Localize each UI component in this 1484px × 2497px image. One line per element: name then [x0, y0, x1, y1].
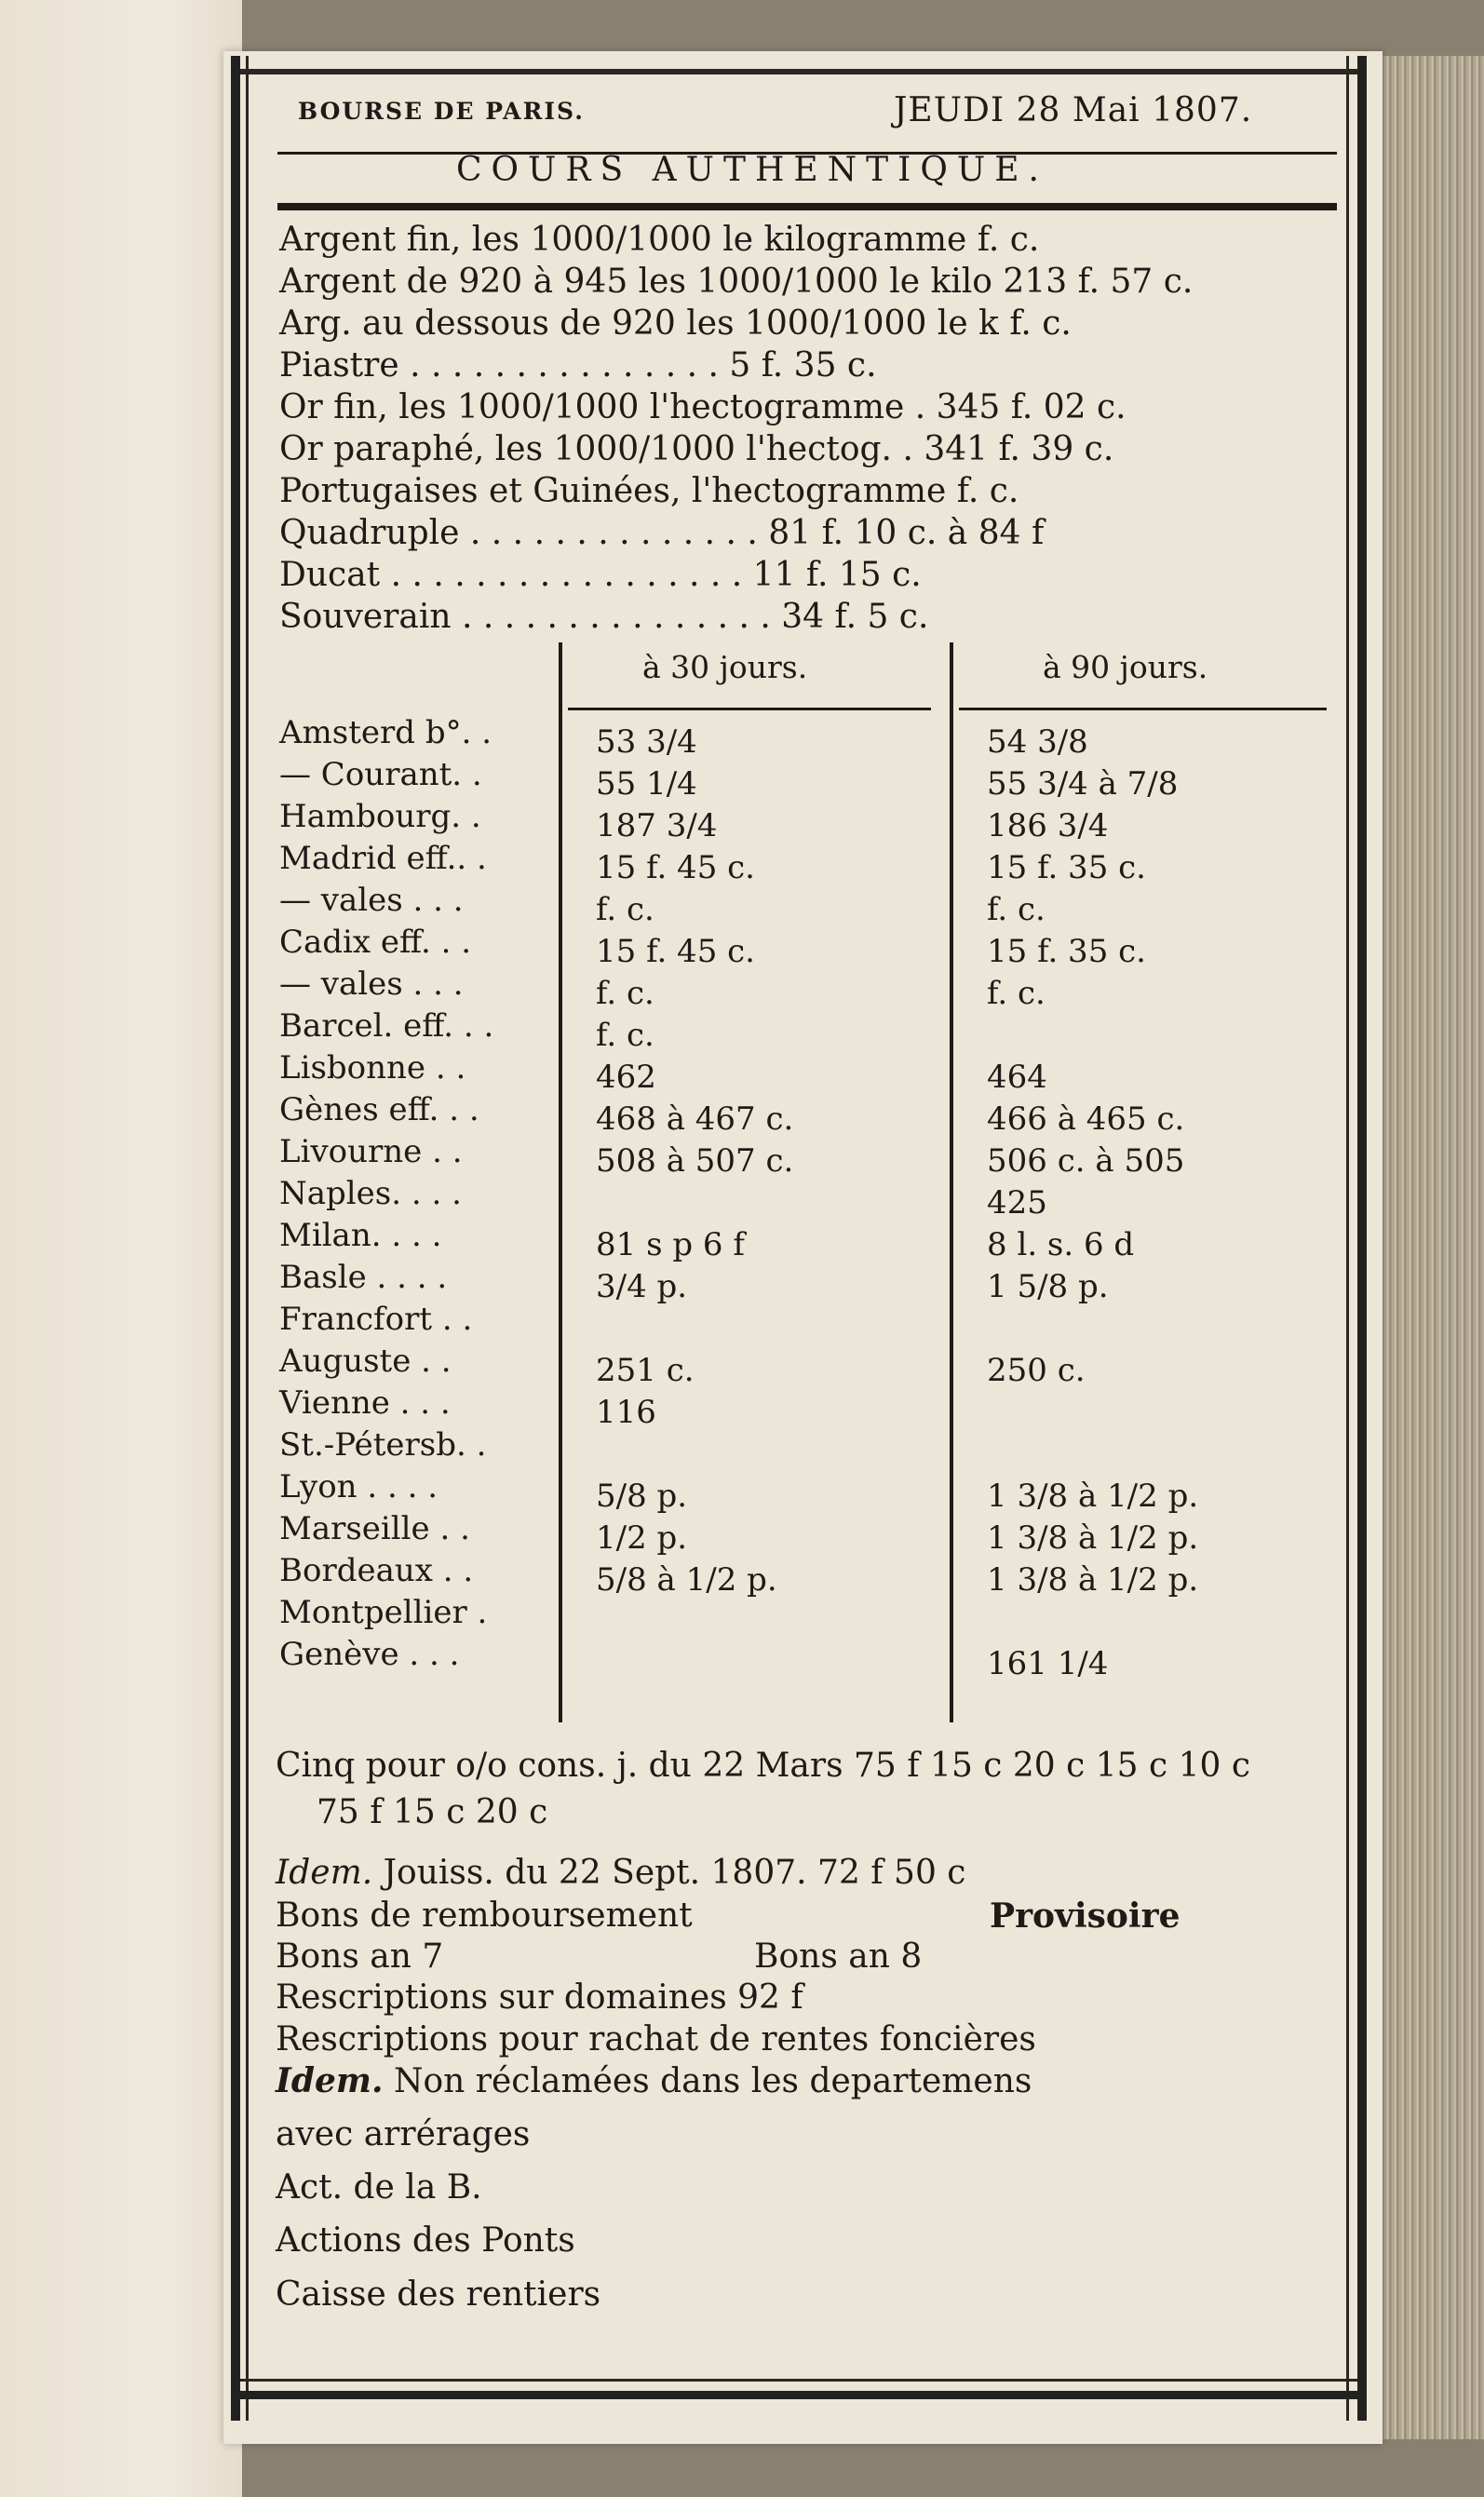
- exchange-place: St.-Pétersb. .: [279, 1426, 487, 1464]
- metal-line: Argent de 920 à 945 les 1000/1000 le kilo 213 f. 57 c.: [279, 263, 1194, 301]
- exchange-place: Amsterd b°. .: [279, 714, 492, 751]
- rate-90: 55 3/4 à 7/8: [987, 765, 1179, 803]
- rate-90: 54 3/8: [987, 723, 1088, 761]
- exchange-place: Madrid eff.. .: [279, 840, 487, 877]
- exchange-places: [279, 712, 493, 1676]
- exchange-place: Vienne . . .: [279, 1384, 451, 1422]
- funds-line: Act. de la B.: [276, 2168, 482, 2207]
- rate-30: 468 à 467 c.: [596, 1100, 794, 1138]
- funds-line: Bons an 7: [276, 1937, 444, 1976]
- exchange-place: Lyon . . . .: [279, 1468, 438, 1505]
- idem-label: Idem.: [276, 2061, 384, 2100]
- header-date: JEUDI 28 Mai 1807.: [894, 91, 1253, 129]
- idem-text: Jouiss. du 22 Sept. 1807. 72 f 50 c: [372, 1854, 966, 1892]
- exchange-place: — vales . . .: [279, 965, 464, 1003]
- funds-line-idem: [276, 1853, 965, 1894]
- rate-30: 81 s p 6 f: [596, 1226, 745, 1263]
- rate-90: 1 3/8 à 1/2 p.: [987, 1519, 1199, 1557]
- rate-90: 506 c. à 505: [987, 1142, 1185, 1180]
- page-border-left-inner: [246, 56, 249, 2421]
- exchange-place: — Courant. .: [279, 756, 482, 793]
- exchange-place: Genève . . .: [279, 1636, 460, 1673]
- rate-90: 250 c.: [987, 1352, 1086, 1389]
- page-border-left: [231, 56, 240, 2421]
- rate-90: 464: [987, 1059, 1047, 1096]
- rate-90: 1 5/8 p.: [987, 1268, 1109, 1305]
- rate-30: f. c.: [596, 891, 654, 928]
- funds-line: Bons an 8: [754, 1937, 923, 1976]
- metal-line: Or fin, les 1000/1000 l'hectogramme . 345 f. 02 c.: [279, 388, 1126, 426]
- rate-30: [596, 1643, 793, 1685]
- exchange-place: Bordeaux . .: [279, 1552, 474, 1589]
- rate-30: 5/8 p.: [596, 1478, 688, 1515]
- exchange-place: Lisbonne . .: [279, 1049, 466, 1087]
- rate-30: 3/4 p.: [596, 1268, 688, 1305]
- rate-90: 425: [987, 1184, 1047, 1222]
- rate-90: 1 3/8 à 1/2 p.: [987, 1478, 1199, 1515]
- rate-90: 186 3/4: [987, 807, 1109, 844]
- exchange-place: Milan. . . .: [279, 1217, 442, 1254]
- metal-line: Or paraphé, les 1000/1000 l'hectog. . 341 f. 39 c.: [279, 430, 1114, 468]
- rate-30: [596, 1601, 793, 1643]
- exchange-place: Montpellier .: [279, 1594, 488, 1631]
- column-divider-30: [559, 642, 562, 1722]
- rate-30: [596, 1434, 793, 1476]
- rate-90: f. c.: [987, 891, 1046, 928]
- header-bourse: BOURSE DE PARIS.: [298, 98, 585, 125]
- exchange-place: Livourne . .: [279, 1133, 463, 1170]
- rate-90: 466 à 465 c.: [987, 1100, 1185, 1138]
- exchange-place: Auguste . .: [279, 1343, 452, 1380]
- col90-heading: à 90 jours.: [1043, 649, 1208, 685]
- rate-90: [987, 1308, 1198, 1350]
- col90-underline: [959, 708, 1327, 710]
- exchange-place: Cadix eff. . .: [279, 924, 472, 961]
- rate-90: 8 l. s. 6 d: [987, 1226, 1135, 1263]
- rate-90: 15 f. 35 c.: [987, 849, 1146, 886]
- funds-line: Rescriptions sur domaines 92 f: [276, 1978, 803, 2017]
- funds-line: Actions des Ponts: [276, 2221, 575, 2260]
- metal-line: Ducat . . . . . . . . . . . . . . . . . 11 f. 15 c.: [279, 556, 922, 594]
- rate-90: f. c.: [987, 975, 1046, 1012]
- exchange-place: Gènes eff. . .: [279, 1091, 479, 1128]
- rate-90: 15 f. 35 c.: [987, 933, 1146, 970]
- rate-30: 1/2 p.: [596, 1519, 688, 1557]
- rate-30: 55 1/4: [596, 765, 697, 803]
- idem-text: Non réclamées dans les departemens: [383, 2062, 1032, 2100]
- page-border-bottom: [240, 2391, 1357, 2399]
- rate-90: [987, 1434, 1198, 1476]
- exchange-place: Barcel. eff. . .: [279, 1007, 494, 1045]
- metal-line: Arg. au dessous de 920 les 1000/1000 le k f. c.: [279, 304, 1072, 343]
- rate-30: 187 3/4: [596, 807, 718, 844]
- funds-line: avec arrérages: [276, 2115, 531, 2153]
- page-border-top: [240, 69, 1357, 74]
- rate-90: 1 3/8 à 1/2 p.: [987, 1561, 1199, 1599]
- metal-line: Argent fin, les 1000/1000 le kilogramme f. c.: [279, 221, 1040, 259]
- page-title: COURS AUTHENTIQUE.: [456, 151, 1048, 189]
- title-rule-bottom: [277, 203, 1337, 210]
- rate-30: [596, 1308, 793, 1350]
- rate-30: 508 à 507 c.: [596, 1142, 794, 1180]
- metal-line: Quadruple . . . . . . . . . . . . . . 81 f. 10 c. à 84 f: [279, 514, 1045, 552]
- funds-line: Bons de remboursement: [276, 1896, 693, 1935]
- column-divider-90: [950, 642, 953, 1722]
- rate-30: 53 3/4: [596, 723, 697, 761]
- funds-line-idem: [276, 2060, 1032, 2102]
- funds-line: 75 f 15 c 20 c: [317, 1793, 548, 1831]
- rate-30: f. c.: [596, 1017, 654, 1054]
- metal-line: Portugaises et Guinées, l'hectogramme f. c.: [279, 472, 1019, 510]
- page-border-right: [1357, 56, 1367, 2421]
- rate-90: 161 1/4: [987, 1645, 1109, 1682]
- rate-30: 116: [596, 1394, 656, 1431]
- metal-line: Souverain . . . . . . . . . . . . . . . 34 f. 5 c.: [279, 598, 929, 636]
- funds-line: Rescriptions pour rachat de rentes foncières: [276, 2020, 1036, 2058]
- exchange-place: Hambourg. .: [279, 798, 481, 835]
- exchange-place: — vales . . .: [279, 882, 464, 919]
- rate-90: [987, 1392, 1198, 1434]
- exchange-col-90: [987, 722, 1198, 1685]
- rate-90: [987, 1601, 1198, 1643]
- rate-30: 15 f. 45 c.: [596, 933, 755, 970]
- rate-30: f. c.: [596, 975, 654, 1012]
- metal-line: Piastre . . . . . . . . . . . . . . . 5 f. 35 c.: [279, 346, 877, 385]
- book-page-edges: [1378, 56, 1484, 2439]
- exchange-place: Basle . . . .: [279, 1259, 448, 1296]
- book-left-pages: [0, 0, 242, 2497]
- rate-30: 462: [596, 1059, 656, 1096]
- idem-label: Idem.: [276, 1854, 373, 1892]
- rate-90: [987, 1015, 1198, 1057]
- page-border-bottom-inner: [240, 2379, 1357, 2382]
- col30-underline: [568, 708, 931, 710]
- rate-30: [596, 1182, 793, 1224]
- funds-line: Cinq pour o/o cons. j. du 22 Mars 75 f 15 c 20 c 15 c 10 c: [276, 1747, 1251, 1785]
- exchange-col-30: [596, 722, 793, 1685]
- funds-line: Provisoire: [990, 1896, 1180, 1936]
- rate-30: 251 c.: [596, 1352, 695, 1389]
- exchange-place: Francfort . .: [279, 1301, 473, 1338]
- rate-30: 5/8 à 1/2 p.: [596, 1561, 777, 1599]
- exchange-place: Marseille . .: [279, 1510, 470, 1547]
- col30-heading: à 30 jours.: [642, 649, 808, 685]
- page-border-right-inner: [1346, 56, 1349, 2421]
- rate-30: 15 f. 45 c.: [596, 849, 755, 886]
- exchange-place: Naples. . . .: [279, 1175, 462, 1212]
- funds-line: Caisse des rentiers: [276, 2275, 601, 2314]
